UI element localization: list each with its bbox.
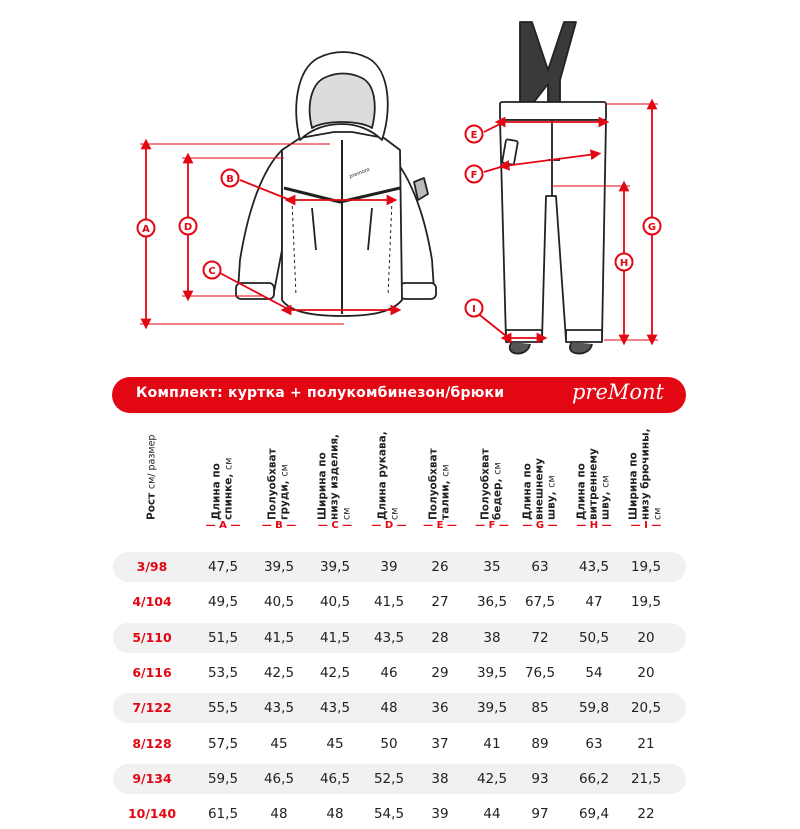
value-cell: 38 [431, 770, 449, 787]
header-code: — A — [205, 520, 241, 531]
value-cell: 26 [431, 559, 449, 575]
svg-text:I: I [472, 304, 476, 315]
value-cell: 41 [483, 735, 501, 752]
value-cell: 45 [326, 735, 344, 752]
table-row [113, 799, 686, 829]
table-row [113, 764, 686, 794]
svg-text:B: B [226, 174, 234, 185]
header-leg-bottom-width [626, 428, 666, 520]
value-cell: 50 [380, 735, 398, 752]
value-cell: 39,5 [319, 559, 351, 575]
svg-text:E: E [470, 130, 478, 141]
header-half-chest [259, 428, 299, 520]
table-row [113, 693, 686, 723]
table-row [113, 729, 686, 759]
size-cell: 7/122 [132, 700, 172, 716]
value-cell: 19,5 [630, 559, 662, 575]
brand-logo: preMont [571, 380, 664, 404]
value-cell: 97 [531, 806, 549, 823]
header-text: Длина по внешнему шву, см [521, 458, 558, 520]
value-cell: 20,5 [630, 700, 662, 717]
header-inner-seam [574, 428, 614, 520]
value-cell: 51,5 [207, 629, 239, 646]
value-cell: 43,5 [319, 700, 351, 717]
value-cell: 27 [431, 594, 449, 611]
value-cell: 43,5 [373, 629, 405, 646]
value-cell: 38 [483, 629, 501, 646]
label-a [138, 220, 155, 237]
size-cell: 10/140 [127, 806, 177, 822]
header-text: Длина по спинке, см [210, 457, 235, 520]
size-cell: 8/128 [132, 735, 172, 751]
value-cell: 42,5 [319, 664, 351, 681]
value-cell: 36,5 [476, 594, 508, 611]
value-cell: 59,8 [578, 700, 610, 717]
value-cell: 35 [483, 559, 501, 575]
value-cell: 21 [637, 735, 655, 752]
jacket-drawing [236, 52, 436, 316]
set-banner [112, 377, 686, 413]
header-text: Полуобхват талии, см [427, 448, 452, 520]
size-cell: 5/110 [132, 629, 172, 645]
value-cell: 54,5 [373, 806, 405, 823]
value-cell: 67,5 [524, 594, 556, 611]
value-cell: 41,5 [263, 629, 295, 646]
value-cell: 85 [531, 700, 549, 717]
header-code: — G — [522, 520, 558, 531]
size-cell: 9/134 [132, 770, 172, 786]
header-code: — B — [261, 520, 297, 531]
value-cell: 46,5 [319, 770, 351, 787]
value-cell: 20 [637, 629, 655, 646]
value-cell: 52,5 [373, 770, 405, 787]
value-cell: 39,5 [476, 700, 508, 717]
value-cell: 43,5 [578, 559, 610, 575]
header-bottom-width [315, 428, 355, 520]
label-d [180, 218, 197, 235]
value-cell: 69,4 [578, 806, 610, 823]
svg-text:G: G [647, 222, 657, 233]
header-text: Полуобхват груди, см [266, 448, 291, 520]
value-cell: 47 [585, 594, 603, 611]
header-text: Рост см/ размер [145, 434, 158, 520]
value-cell: 46,5 [263, 770, 295, 787]
value-cell: 59,5 [207, 770, 239, 787]
header-height-size [132, 428, 172, 520]
value-cell: 28 [431, 629, 449, 646]
value-cell: 39,5 [476, 664, 508, 681]
svg-text:F: F [470, 170, 478, 181]
value-cell: 29 [431, 664, 449, 681]
value-cell: 42,5 [476, 770, 508, 787]
value-cell: 47,5 [207, 559, 239, 575]
header-code: — D — [371, 520, 407, 531]
table-row [113, 552, 686, 582]
value-cell: 20 [637, 664, 655, 681]
svg-text:C: C [208, 266, 216, 277]
value-cell: 89 [531, 735, 549, 752]
value-cell: 44 [483, 806, 501, 823]
header-outer-seam [520, 428, 560, 520]
size-cell: 3/98 [136, 559, 168, 574]
value-cell: 48 [380, 700, 398, 717]
jacket-badge: premont [348, 166, 371, 180]
svg-text:H: H [619, 258, 629, 269]
value-cell: 19,5 [630, 594, 662, 611]
label-i [466, 300, 483, 317]
header-half-waist [420, 428, 460, 520]
value-cell: 21,5 [630, 770, 662, 787]
svg-text:A: A [142, 224, 150, 235]
value-cell: 57,5 [207, 735, 239, 752]
header-code: — E — [423, 520, 457, 531]
value-cell: 39 [431, 806, 449, 823]
size-cell: 6/116 [132, 664, 172, 680]
value-cell: 72 [531, 629, 549, 646]
value-cell: 63 [585, 735, 603, 752]
value-cell: 76,5 [524, 664, 556, 681]
pants-drawing [500, 22, 606, 354]
value-cell: 36 [431, 700, 449, 717]
header-code: — I — [630, 520, 662, 531]
value-cell: 48 [326, 806, 344, 823]
value-cell: 48 [270, 806, 288, 823]
header-text: Длина рукава, см [376, 431, 401, 520]
size-cell: 4/104 [132, 594, 172, 610]
value-cell: 46 [380, 664, 398, 681]
table-row [113, 658, 686, 688]
label-h [616, 254, 633, 271]
value-cell: 66,2 [578, 770, 610, 787]
size-diagram [0, 0, 800, 370]
value-cell: 37 [431, 735, 449, 752]
value-cell: 42,5 [263, 664, 295, 681]
label-c [204, 262, 221, 279]
value-cell: 61,5 [207, 806, 239, 823]
header-text: Длина по витреннему шву, см [575, 448, 612, 520]
value-cell: 43,5 [263, 700, 295, 717]
svg-text:D: D [183, 222, 193, 233]
value-cell: 50,5 [578, 629, 610, 646]
value-cell: 39 [380, 559, 398, 575]
value-cell: 93 [531, 770, 549, 787]
value-cell: 53,5 [207, 664, 239, 681]
value-cell: 40,5 [263, 594, 295, 611]
value-cell: 41,5 [319, 629, 351, 646]
label-e [466, 126, 483, 143]
table-row [113, 623, 686, 653]
value-cell: 63 [531, 559, 549, 575]
value-cell: 40,5 [319, 594, 351, 611]
header-code: — C — [317, 520, 353, 531]
header-code: — F — [475, 520, 509, 531]
header-text: Ширина по низу брючины, см [627, 428, 664, 520]
header-code: — H — [576, 520, 612, 531]
value-cell: 54 [585, 664, 603, 681]
value-cell: 41,5 [373, 594, 405, 611]
value-cell: 49,5 [207, 594, 239, 611]
header-text: Полуобхват бедер, см [479, 448, 504, 520]
value-cell: 55,5 [207, 700, 239, 717]
label-f [466, 166, 483, 183]
header-half-hips [472, 428, 512, 520]
banner-title: Комплект: куртка + полукомбинезон/брюки [136, 385, 505, 401]
header-text: Ширина по низу изделия, см [316, 433, 353, 520]
label-g [644, 218, 661, 235]
label-b [222, 170, 239, 187]
value-cell: 45 [270, 735, 288, 752]
value-cell: 22 [637, 806, 655, 823]
header-length-back [203, 428, 243, 520]
table-row [113, 587, 686, 617]
header-sleeve-length [369, 428, 409, 520]
value-cell: 39,5 [263, 559, 295, 575]
